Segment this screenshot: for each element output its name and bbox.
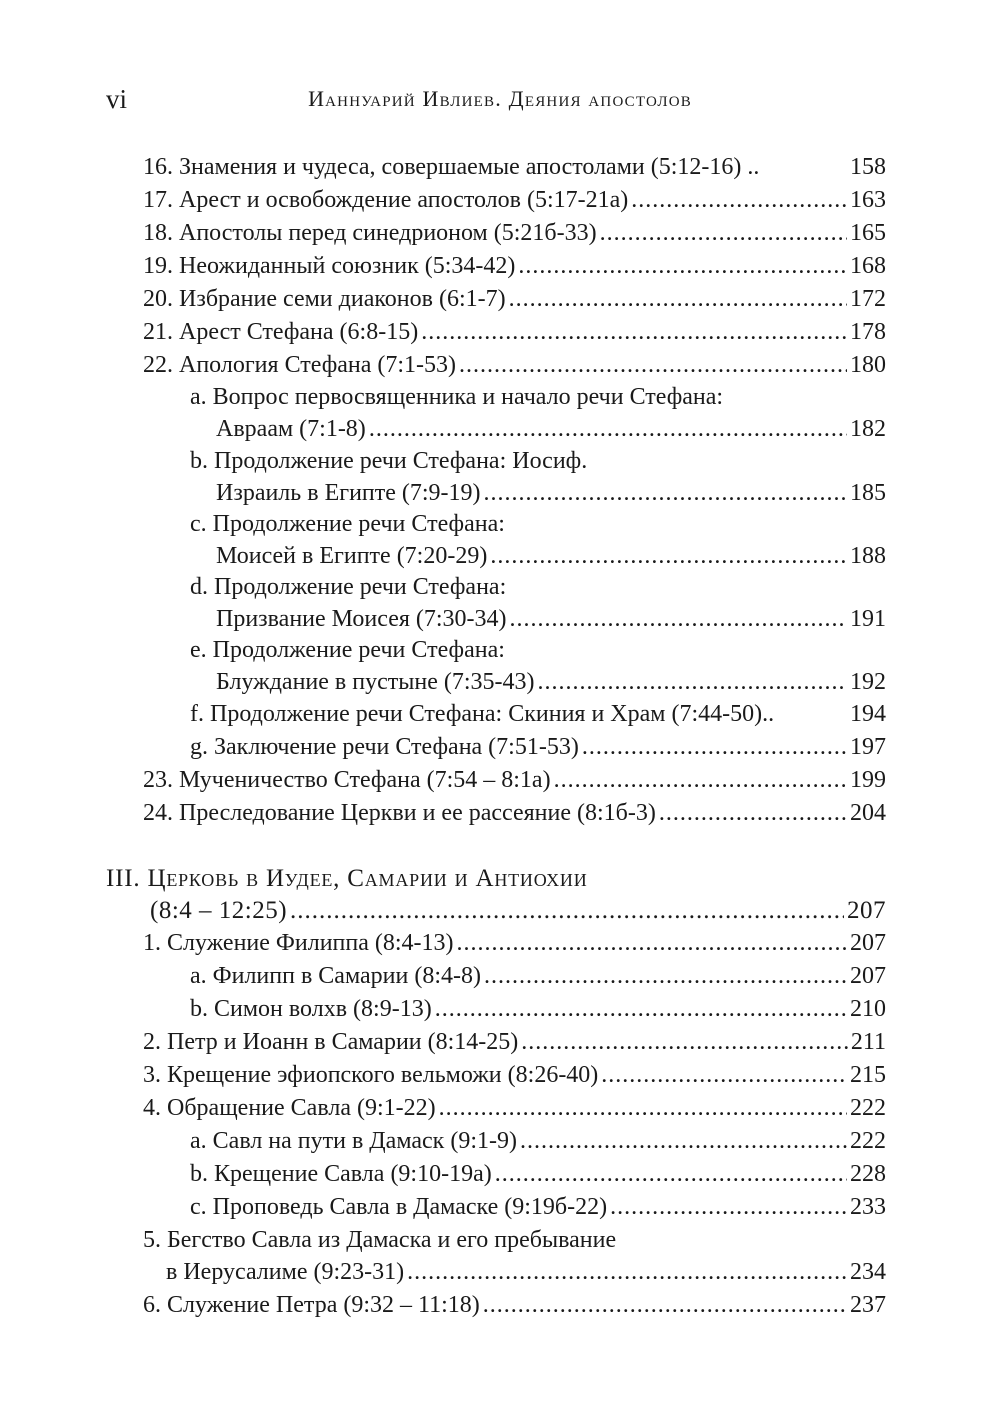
toc-entry <box>216 665 886 699</box>
running-title: Ианнуарий Ивлиев. Деяния апостолов <box>308 86 692 111</box>
toc-entry-page: 228 <box>850 1161 886 1187</box>
toc-entry-title: 2. Петр и Иоанн в Самарии (8:14-25) <box>143 1029 519 1055</box>
toc-entry-title: Израиль в Египте (7:9-19) <box>216 480 481 506</box>
toc-entry <box>143 926 886 960</box>
toc-entry <box>143 282 886 316</box>
toc-entry-page: 199 <box>850 767 886 793</box>
toc-entry <box>190 1157 886 1191</box>
toc-entry-title: 23. Мученичество Стефана (7:54 – 8:1а) <box>143 767 551 793</box>
toc-entry-title: 1. Служение Филиппа (8:4-13) <box>143 930 454 956</box>
toc-entry <box>216 412 886 446</box>
toc-entry-page: 188 <box>850 543 886 569</box>
dot-leader <box>509 282 847 316</box>
toc-entry <box>190 959 886 993</box>
toc-entry-page: 185 <box>850 480 886 506</box>
toc-entry-page: 168 <box>850 253 886 279</box>
dot-leader <box>601 1058 847 1092</box>
toc-entry-title: 24. Преследование Церкви и ее рассеяние (8:1б-3) <box>143 800 656 826</box>
toc-entry-page: 233 <box>850 1194 886 1220</box>
toc-entry <box>190 1190 886 1224</box>
toc-entry-title: a. Филипп в Самарии (8:4-8) <box>190 963 481 989</box>
toc-entry <box>190 730 886 764</box>
toc-entry-page: 222 <box>850 1095 886 1121</box>
toc-entry-title: 4. Обращение Савла (9:1-22) <box>143 1095 436 1121</box>
toc-entry-title: Блуждание в пустыне (7:35-43) <box>216 669 535 695</box>
dot-leader <box>659 796 847 830</box>
toc-entry <box>190 1124 886 1158</box>
dot-leader <box>600 216 847 250</box>
toc-entry <box>166 1255 886 1289</box>
toc-subentry-first-line: a. Вопрос первосвященника и начало речи Стефана: <box>190 384 724 410</box>
toc-entry-page: 234 <box>850 1259 886 1285</box>
dot-leader <box>490 539 847 573</box>
toc-entry-page: 194 <box>850 701 886 727</box>
toc-entry-title: c. Проповедь Савла в Дамаске (9:19б-22) <box>190 1194 608 1220</box>
toc-entry-title: 21. Арест Стефана (6:8-15) <box>143 319 419 345</box>
toc-entry-title: 6. Служение Петра (9:32 – 11:18) <box>143 1292 480 1318</box>
toc-entry-title: 16. Знамения и чудеса, совершаемые апостолами (5:12-16) .. <box>143 154 760 180</box>
toc-entry-page: 158 <box>850 154 886 180</box>
dot-leader <box>510 602 847 636</box>
dot-leader <box>554 763 847 797</box>
dot-leader <box>520 1124 847 1158</box>
dot-leader <box>610 1190 847 1224</box>
toc-entry-page: 197 <box>850 734 886 760</box>
toc-entry-page: 207 <box>847 897 886 924</box>
toc-entry <box>216 539 886 573</box>
toc-entry <box>190 697 886 731</box>
dot-leader <box>457 926 847 960</box>
dot-leader <box>484 959 847 993</box>
toc-entry-title: Авраам (7:1-8) <box>216 416 366 442</box>
dot-leader <box>290 894 844 928</box>
page-number: vi <box>106 84 128 114</box>
dot-leader <box>483 1288 847 1322</box>
toc-entry-page: 165 <box>850 220 886 246</box>
dot-leader <box>582 730 847 764</box>
toc-subentry-first-line: e. Продолжение речи Стефана: <box>190 637 505 663</box>
toc-entry <box>216 476 886 510</box>
toc-entry <box>143 1091 886 1125</box>
toc-entry-page: 215 <box>850 1062 886 1088</box>
dot-leader <box>421 315 847 349</box>
toc-entry-title: Призвание Моисея (7:30-34) <box>216 606 507 632</box>
dot-leader <box>495 1157 847 1191</box>
toc-entry <box>143 1025 886 1059</box>
toc-entry-title: 17. Арест и освобождение апостолов (5:17-21а) <box>143 187 629 213</box>
toc-subentry-first-line: c. Продолжение речи Стефана: <box>190 511 505 537</box>
toc-entry-page: 211 <box>850 1029 886 1055</box>
dot-leader <box>484 476 847 510</box>
toc-entry-title: g. Заключение речи Стефана (7:51-53) <box>190 734 579 760</box>
toc-entry-title: b. Крещение Савла (9:10-19а) <box>190 1161 492 1187</box>
toc-entry-page: 237 <box>850 1292 886 1318</box>
toc-entry-title: b. Симон волхв (8:9-13) <box>190 996 432 1022</box>
toc-entry-page: 210 <box>850 996 886 1022</box>
toc-entry-title: 18. Апостолы перед синедрионом (5:21б-33) <box>143 220 597 246</box>
toc-entry-page: 204 <box>850 800 886 826</box>
dot-leader <box>518 249 847 283</box>
toc-entry-title: в Иерусалиме (9:23-31) <box>166 1259 405 1285</box>
dot-leader <box>407 1255 847 1289</box>
toc-entry-title: a. Савл на пути в Дамаск (9:1-9) <box>190 1128 517 1154</box>
toc-entry <box>143 1058 886 1092</box>
toc-entry <box>143 1288 886 1322</box>
toc-entry <box>143 763 886 797</box>
toc-entry-page: 207 <box>850 930 886 956</box>
toc-subentry-first-line: b. Продолжение речи Стефана: Иосиф. <box>190 448 588 474</box>
toc-entry <box>143 348 886 382</box>
toc-entry-title: 22. Апология Стефана (7:1-53) <box>143 352 457 378</box>
dot-leader <box>439 1091 847 1125</box>
toc-part-heading: III. Церковь в Иудее, Самарии и Антиохии <box>106 865 588 892</box>
toc-entry-page: 207 <box>850 963 886 989</box>
dot-leader <box>631 183 847 217</box>
dot-leader <box>459 348 847 382</box>
toc-entry-page: 172 <box>850 286 886 312</box>
toc-entry <box>143 150 886 184</box>
toc-entry-title: 19. Неожиданный союзник (5:34-42) <box>143 253 516 279</box>
toc-entry <box>150 894 886 928</box>
dot-leader <box>369 412 847 446</box>
toc-entry <box>190 992 886 1026</box>
toc-entry-page: 222 <box>850 1128 886 1154</box>
toc-entry-first-line: 5. Бегство Савла из Дамаска и его пребывание <box>143 1227 617 1253</box>
toc-entry-page: 192 <box>850 669 886 695</box>
toc-entry-page: 182 <box>850 416 886 442</box>
toc-entry <box>143 315 886 349</box>
toc-entry-title: 20. Избрание семи диаконов (6:1-7) <box>143 286 506 312</box>
toc-entry-title: 3. Крещение эфиопского вельможи (8:26-40) <box>143 1062 599 1088</box>
toc-entry-page: 178 <box>850 319 886 345</box>
dot-leader <box>538 665 848 699</box>
toc-entry <box>216 602 886 636</box>
toc-entry-page: 180 <box>850 352 886 378</box>
toc-entry-title: f. Продолжение речи Стефана: Скиния и Храм (7:44-50).. <box>190 701 775 727</box>
dot-leader <box>435 992 847 1026</box>
toc-entry-title: (8:4 – 12:25) <box>150 897 288 924</box>
dot-leader <box>521 1025 848 1059</box>
toc-entry <box>143 183 886 217</box>
toc-entry-page: 191 <box>850 606 886 632</box>
toc-subentry-first-line: d. Продолжение речи Стефана: <box>190 574 507 600</box>
toc-entry <box>143 796 886 830</box>
toc-entry-title: Моисей в Египте (7:20-29) <box>216 543 488 569</box>
toc-entry <box>143 216 886 250</box>
toc-entry-page: 163 <box>850 187 886 213</box>
toc-entry <box>143 249 886 283</box>
running-header <box>0 84 1000 120</box>
